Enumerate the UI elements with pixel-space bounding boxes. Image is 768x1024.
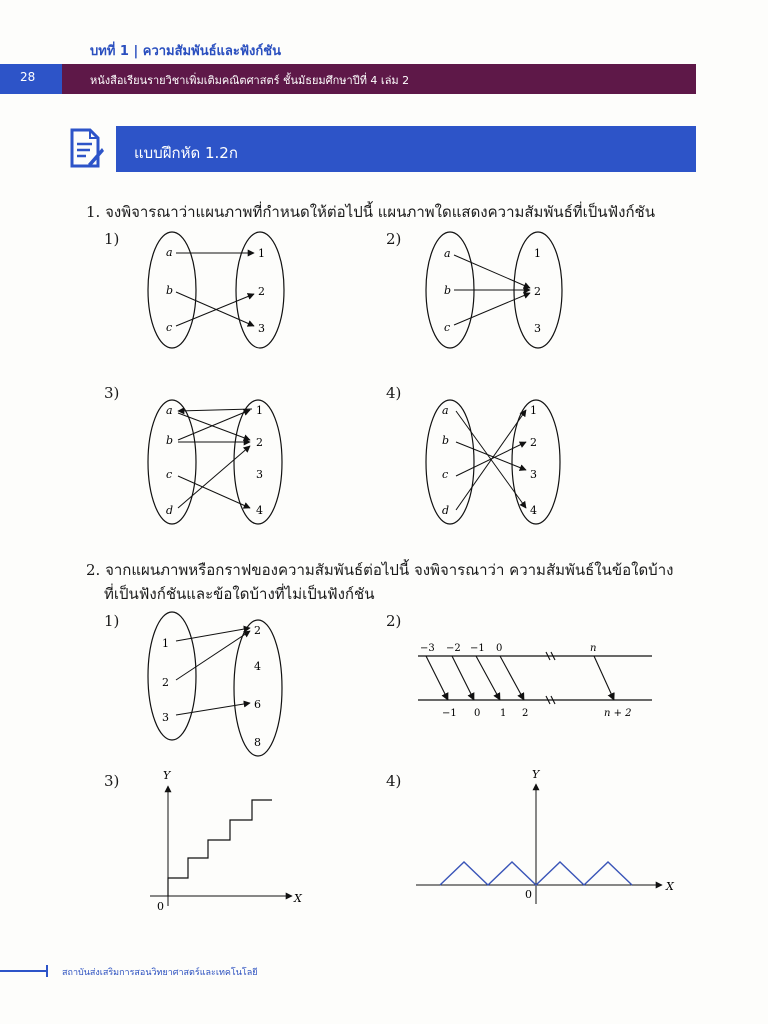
q2d3-y-label: Y: [163, 769, 171, 782]
q1d2-domain-c: c: [444, 321, 451, 334]
q1-label-3: 3): [104, 384, 120, 402]
q2d2-bottom-neg1: −1: [442, 708, 457, 719]
q2d2-top-neg3: −3: [420, 643, 435, 654]
page-number: 28: [20, 70, 36, 84]
q2d1-range-4: 4: [254, 660, 261, 673]
q1d2-range-3: 3: [534, 322, 541, 335]
q2-label-4: 4): [386, 772, 402, 790]
q2-number-line-mapping: [418, 643, 652, 719]
q2d2-top-neg2: −2: [446, 643, 461, 654]
q2d1-domain-2: 2: [162, 676, 169, 689]
exercise-title: แบบฝึกหัด 1.2ก: [134, 144, 238, 162]
q2d2-bottom-0: 0: [474, 708, 481, 719]
q1d4-range-3: 3: [530, 468, 537, 481]
q1d3-range-3: 3: [256, 468, 263, 481]
q1-label-4: 4): [386, 384, 402, 402]
q1d4-domain-b: b: [442, 434, 450, 447]
q1-label-1: 1): [104, 230, 120, 248]
q1d2-domain-a: a: [444, 247, 451, 260]
q2d4-y-label: Y: [532, 768, 540, 781]
q1-label-2: 2): [386, 230, 402, 248]
q1d1-domain-c: c: [166, 321, 173, 334]
q2-label-2: 2): [386, 612, 402, 630]
chapter-title: บทที่ 1 | ความสัมพันธ์และฟังก์ชัน: [90, 44, 281, 59]
q2d2-top-neg1: −1: [470, 643, 485, 654]
q1d4-range-1: 1: [530, 404, 537, 417]
q2d1-domain-3: 3: [162, 711, 169, 724]
q2d2-top-0: 0: [496, 643, 503, 654]
q2-step-graph: [150, 769, 303, 913]
q2d3-origin: 0: [157, 900, 164, 913]
q2d3-x-label: X: [294, 892, 302, 905]
question-2-line-1: 2. จากแผนภาพหรือกราฟของความสัมพันธ์ต่อไปนี้ จงพิจารณาว่า ความสัมพันธ์ในข้อใดบ้าง: [86, 561, 674, 579]
q1d3-domain-c: c: [166, 468, 173, 481]
q2-zigzag-graph: [416, 768, 675, 904]
q1d1-domain-a: a: [166, 246, 173, 259]
q1d4-range-4: 4: [530, 504, 537, 517]
question-2-line-2: ที่เป็นฟังก์ชันและข้อใดบ้างที่ไม่เป็นฟังก์ชัน: [104, 585, 375, 603]
q1d1-range-1: 1: [258, 247, 265, 260]
q1d2-range-2: 2: [534, 285, 541, 298]
q1d1-range-2: 2: [258, 285, 265, 298]
q1-mapping-2: [426, 232, 562, 348]
q1-mapping-4: [426, 400, 560, 524]
q1d4-range-2: 2: [530, 436, 537, 449]
book-subtitle: หนังสือเรียนรายวิชาเพิ่มเติมคณิตศาสตร์ ชั้นมัธยมศึกษาปีที่ 4 เล่ม 2: [90, 74, 410, 87]
q1d2-domain-b: b: [444, 284, 452, 297]
q1d4-domain-c: c: [442, 468, 449, 481]
q2d4-origin: 0: [525, 888, 532, 901]
q1-mapping-3: [148, 400, 282, 524]
question-1-text: 1. จงพิจารณาว่าแผนภาพที่กำหนดให้ต่อไปนี้ แผนภาพใดแสดงความสัมพันธ์ที่เป็นฟังก์ชัน: [86, 203, 655, 221]
q1d3-domain-a: a: [166, 404, 173, 417]
q1d3-range-1: 1: [256, 404, 263, 417]
q1d1-range-3: 3: [258, 322, 265, 335]
q2d2-top-n: n: [590, 643, 597, 654]
q1d3-range-4: 4: [256, 504, 263, 517]
footer-line: [0, 970, 46, 972]
q2d1-range-6: 6: [254, 698, 261, 711]
q2d2-bottom-n2: n + 2: [604, 708, 632, 719]
q2d1-range-8: 8: [254, 736, 261, 749]
q2-mapping-1: [148, 612, 282, 756]
footer-tick: [46, 965, 48, 977]
q1d3-domain-b: b: [166, 434, 174, 447]
q1d4-domain-a: a: [442, 404, 449, 417]
q2d2-bottom-1: 1: [500, 708, 507, 719]
q2-label-1: 1): [104, 612, 120, 630]
q2d1-range-2: 2: [254, 624, 261, 637]
q1d1-domain-b: b: [166, 284, 174, 297]
q2-label-3: 3): [104, 772, 120, 790]
q2d2-bottom-2: 2: [522, 708, 529, 719]
q1d3-domain-d: d: [166, 504, 174, 517]
q1-mapping-1: [148, 232, 284, 348]
q1d3-range-2: 2: [256, 436, 263, 449]
q2d4-x-label: X: [666, 880, 674, 893]
footer-publisher: สถาบันส่งเสริมการสอนวิทยาศาสตร์และเทคโนโลยี: [62, 968, 258, 978]
q1d4-domain-d: d: [442, 504, 450, 517]
q1d2-range-1: 1: [534, 247, 541, 260]
q2d1-domain-1: 1: [162, 637, 169, 650]
